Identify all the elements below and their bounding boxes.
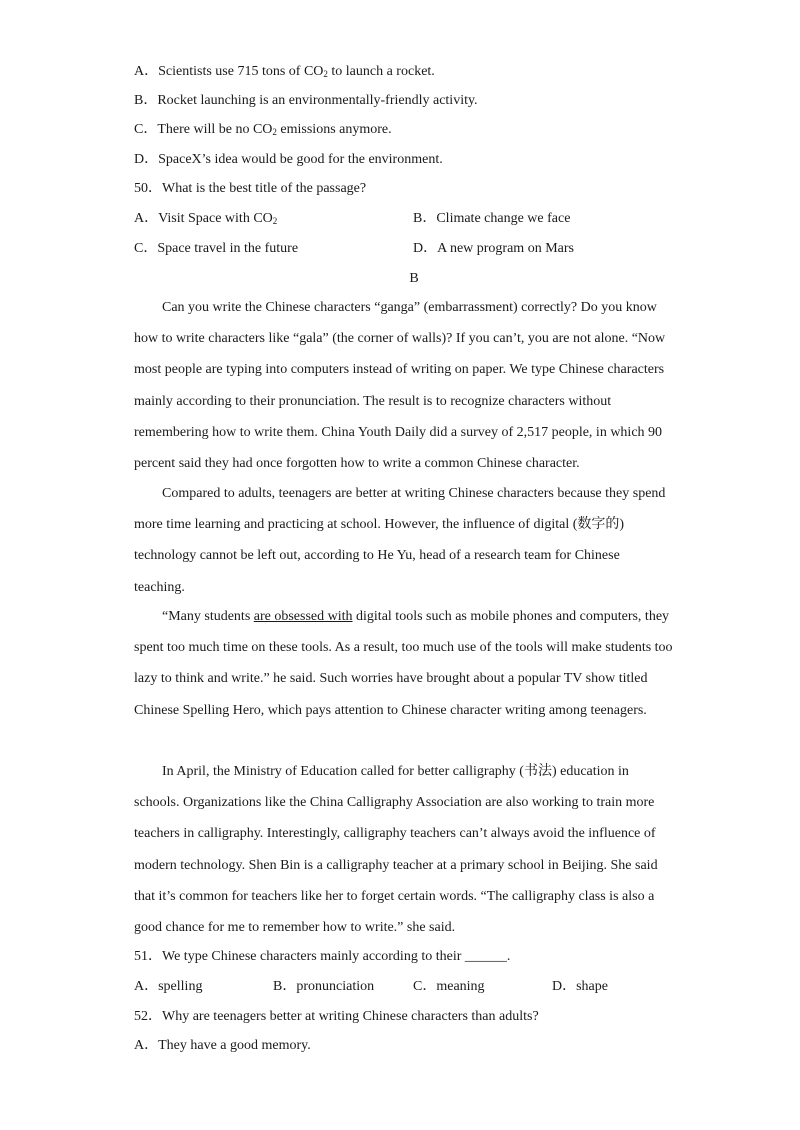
passage-paragraph-1: Can you write the Chinese characters “ganga” (embarrassment) correctly? Do you know how to write characters like “gala” (the corner of walls)? If you can’t, you are not alone. “Now most people are typing into computers instead of writing on paper. We type Chinese characters mainly according to their pronunciation. The result is to recognize characters without remembering how to write them. China Youth Daily did a survey of 2,517 people, in which 90 percent said they had once forgotten how to write a common Chinese character. — [134, 300, 666, 472]
q50-option-c: C．Space travel in the future — [134, 241, 299, 256]
q50-option-a: A．Visit Space with $CO_2$ — [134, 211, 278, 226]
section-label: B — [409, 271, 419, 286]
q51-option-d: D．shape — [552, 979, 608, 994]
passage-paragraph-2: Compared to adults, teenagers are better at writing Chinese characters because they spend more time learning and practicing at school. However, the influence of digital (数字的) technology cannot be left out, according to He Yu, head of a research team for Chinese teaching. — [134, 486, 666, 595]
q52-option-a: A．They have a good memory. — [134, 1038, 311, 1053]
passage-paragraph-3: “Many students are obsessed with digital tools such as mobile phones and computers, they spent too much time on these tools. As a result, too much use of the tools will make students too lazy to think and write.” he said. Such worries have brought about a popular TV show titled Chinese Spelling Hero, which pays attention to Chinese character writing among teenagers. — [134, 609, 673, 718]
passage-paragraph-4: In April, the Ministry of Education called for better calligraphy (书法) education in schools. Organizations like the China Calligraphy Association are also working to train more teachers in calligraphy. Interestingly, calligraphy teachers can’t always avoid the influence of modern technology. Shen Bin is a calligraphy teacher at a primary school in Beijing. She said that it’s common for teachers like her to forget certain words. “The calligraphy class is also a good chance for me to remember how to write.” she said. — [134, 764, 658, 936]
q50-option-b: B．Climate change we face — [413, 211, 571, 226]
q50-option-d: D．A new program on Mars — [413, 241, 574, 256]
q51-option-a: A．spelling — [134, 979, 203, 994]
q51-stem: 51．We type Chinese characters mainly according to their ______. — [134, 949, 511, 964]
q50-stem: 50．What is the best title of the passage? — [134, 181, 367, 196]
underlined-phrase: are obsessed with — [253, 609, 353, 624]
q51-option-c: C．meaning — [413, 979, 485, 994]
q49-option-c: C．There will be no $CO_2$ emissions anymore. — [134, 122, 392, 137]
q51-option-b: B．pronunciation — [273, 979, 375, 994]
q52-stem: 52．Why are teenagers better at writing Chinese characters than adults? — [134, 1009, 539, 1024]
q49-option-a: A．Scientists use 715 tons of $CO_2$ to launch a rocket. — [134, 64, 435, 79]
q49-option-b: B．Rocket launching is an environmentally-friendly activity. — [134, 93, 478, 108]
q49-option-d: D．SpaceX’s idea would be good for the environment. — [134, 152, 443, 167]
